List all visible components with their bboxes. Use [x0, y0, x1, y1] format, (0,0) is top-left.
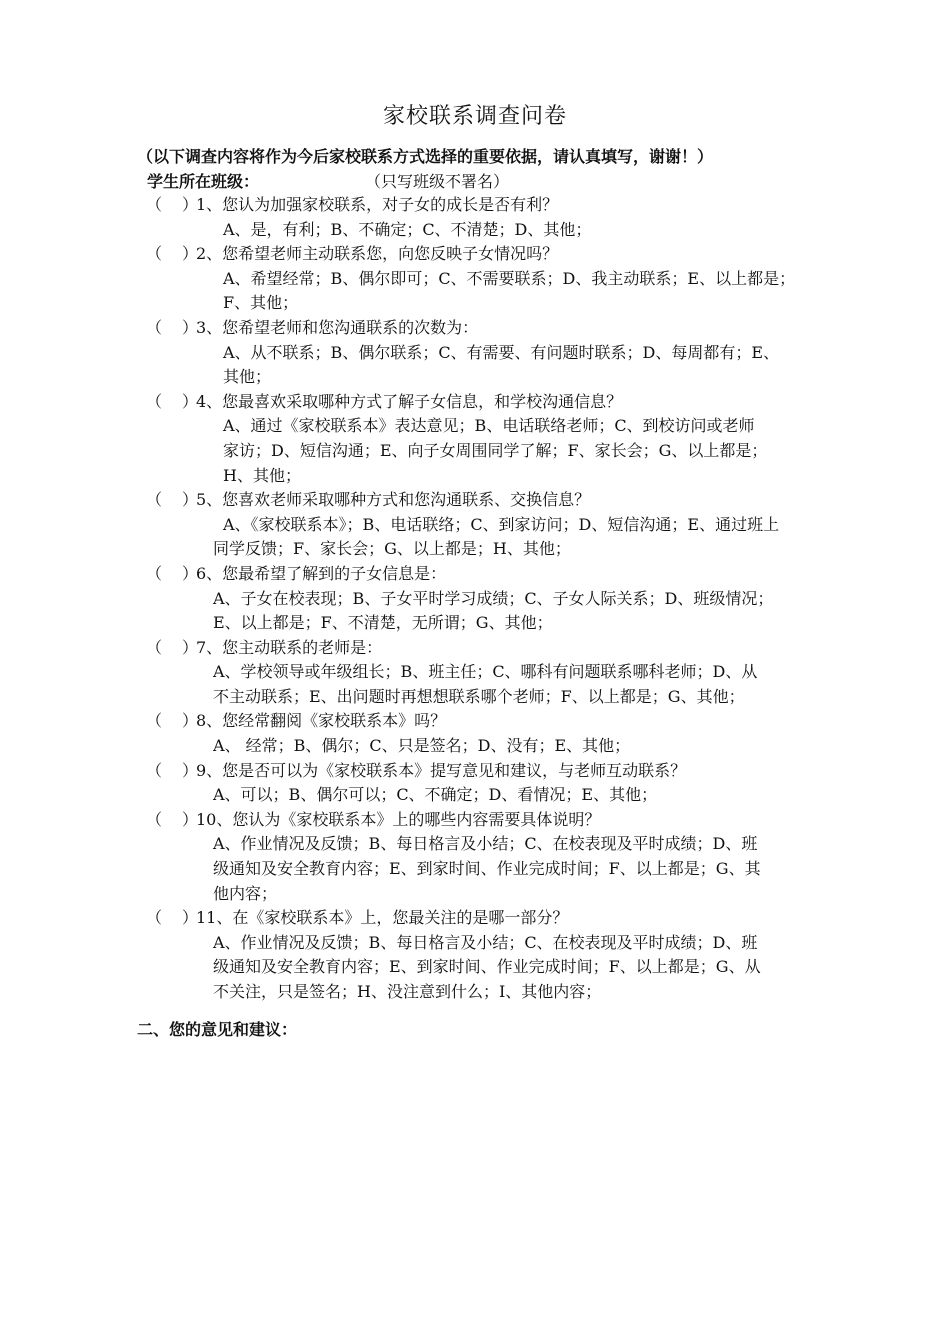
option-line: E、以上都是；F、不清楚，无所谓；G、其他；	[213, 613, 553, 633]
question-line	[140, 808, 830, 833]
page-title: 家校联系调查问卷	[382, 104, 567, 129]
option-line: A、从不联系；B、偶尔联系；C、有需要、有问题时联系；D、每周都有；E、	[223, 342, 780, 362]
question-text: 3、您希望老师和您沟通联系的次数为：	[196, 317, 479, 337]
answer-blank-open: （	[146, 711, 163, 731]
question-8	[140, 709, 830, 758]
option-line: 不关注，只是签名；H、没注意到什么；I、其他内容；	[213, 982, 602, 1001]
question-6	[140, 562, 830, 636]
option-line: 级通知及安全教育内容；E、到家时间、作业完成时间；F、以上都是；G、从	[213, 957, 761, 977]
question-line	[140, 193, 830, 218]
answer-blank-open: （	[146, 637, 163, 657]
suggestions-heading: 二、您的意见和建议：	[137, 1020, 298, 1039]
answer-blank-open: （	[146, 195, 163, 214]
option-line: A、子女在校表现；B、子女平时学习成绩；C、子女人际关系；D、班级情况；	[213, 588, 774, 608]
question-3	[140, 316, 830, 390]
option-line: 级通知及安全教育内容；E、到家时间、作业完成时间；F、以上都是；G、其	[213, 859, 761, 879]
option-line: 他内容；	[213, 883, 278, 903]
option-line: A、 经常；B、偶尔；C、只是签名；D、没有；E、其他；	[213, 736, 631, 756]
option-line: F、其他；	[223, 293, 299, 313]
answer-blank-close: ）	[182, 244, 199, 264]
answer-blank-open: （	[146, 809, 163, 829]
option-line: 不主动联系；E、出问题时再想想联系哪个老师；F、以上都是；G、其他；	[213, 686, 745, 706]
answer-blank-close: ）	[182, 711, 199, 731]
option-line: A、作业情况及反馈；B、每日格言及小结；C、在校表现及平时成绩；D、班	[213, 834, 758, 854]
question-line	[140, 316, 830, 341]
option-line: A、可以；B、偶尔可以；C、不确定；D、看情况；E、其他；	[213, 785, 658, 805]
question-text: 9、您是否可以为《家校联系本》提写意见和建议，与老师互动联系？	[196, 760, 687, 780]
question-text: 2、您希望老师主动联系您，向您反映子女情况吗？	[196, 244, 559, 264]
question-5	[140, 488, 830, 562]
survey-intro: （以下调查内容将作为今后家校联系方式选择的重要依据，请认真填写，谢谢！）	[137, 147, 714, 166]
answer-blank-open: （	[146, 563, 163, 583]
answer-blank-open: （	[146, 317, 163, 337]
question-line	[140, 488, 830, 513]
option-line: H、其他；	[223, 465, 301, 485]
option-line: A、作业情况及反馈；B、每日格言及小结；C、在校表现及平时成绩；D、班	[213, 932, 758, 952]
option-line: A、学校领导或年级组长；B、班主任；C、哪科有问题联系哪科老师；D、从	[213, 662, 758, 682]
answer-blank-close: ）	[182, 760, 199, 780]
question-9	[140, 759, 830, 808]
answer-blank-close: ）	[182, 908, 199, 928]
class-field-line	[147, 170, 510, 194]
question-line	[140, 906, 830, 931]
class-note: （只写班级不署名）	[365, 172, 510, 191]
answer-blank-open: （	[146, 490, 163, 510]
question-line	[140, 562, 830, 587]
option-line: A、希望经常；B、偶尔即可；C、不需要联系；D、我主动联系；E、以上都是；	[223, 268, 796, 288]
answer-blank-open: （	[146, 760, 163, 780]
question-text: 11、在《家校联系本》上，您最关注的是哪一部分？	[196, 908, 569, 928]
question-4	[140, 390, 830, 488]
question-text: 4、您最喜欢采取哪种方式了解子女信息，和学校沟通信息？	[196, 391, 623, 411]
option-line: 其他；	[223, 367, 272, 387]
question-list	[140, 193, 830, 1005]
answer-blank-close: ）	[182, 490, 199, 510]
question-11	[140, 906, 830, 1004]
question-text: 1、您认为加强家校联系，对子女的成长是否有利？	[196, 195, 559, 214]
answer-blank-open: （	[146, 244, 163, 264]
answer-blank-close: ）	[182, 195, 199, 214]
class-label: 学生所在班级：	[147, 172, 260, 191]
question-1	[140, 193, 830, 242]
option-line: A、通过《家校联系本》表达意见；B、电话联络老师；C、到校访问或老师	[223, 416, 755, 436]
answer-blank-close: ）	[182, 391, 199, 411]
question-line	[140, 759, 830, 784]
answer-blank-close: ）	[182, 317, 199, 337]
question-line	[140, 636, 830, 661]
question-10	[140, 808, 830, 906]
option-line: A、是，有利；B、不确定；C、不清楚；D、其他；	[223, 219, 592, 239]
question-line	[140, 390, 830, 415]
answer-blank-close: ）	[182, 809, 199, 829]
question-text: 10、您认为《家校联系本》上的哪些内容需要具体说明？	[196, 809, 601, 829]
answer-blank-open: （	[146, 908, 163, 928]
question-text: 5、您喜欢老师采取哪种方式和您沟通联系、交换信息？	[196, 490, 591, 510]
question-line	[140, 709, 830, 734]
question-2	[140, 242, 830, 316]
answer-blank-close: ）	[182, 563, 199, 583]
question-line	[140, 242, 830, 267]
answer-blank-close: ）	[182, 637, 199, 657]
option-line: A、《家校联系本》；B、电话联络；C、到家访问；D、短信沟通；E、通过班上	[223, 514, 780, 534]
question-7	[140, 636, 830, 710]
question-text: 7、您主动联系的老师是：	[196, 637, 383, 657]
question-text: 6、您最希望了解到的子女信息是：	[196, 563, 447, 583]
question-text: 8、您经常翻阅《家校联系本》吗？	[196, 711, 447, 731]
option-line: 同学反馈；F、家长会；G、以上都是；H、其他；	[213, 539, 571, 559]
answer-blank-open: （	[146, 391, 163, 411]
option-line: 家访；D、短信沟通；E、向子女周围同学了解；F、家长会；G、以上都是；	[223, 440, 768, 460]
